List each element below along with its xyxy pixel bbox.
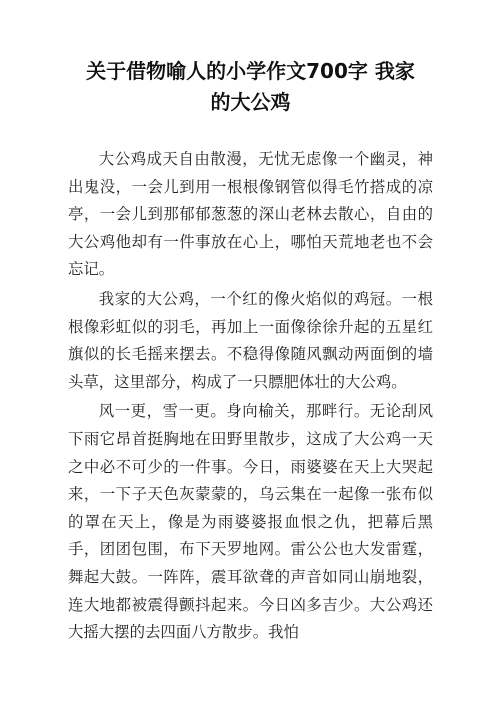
title-line-2: 的大公鸡 [210, 90, 291, 114]
document-title [68, 56, 433, 118]
paragraph-1: 大公鸡成天自由散漫，无忧无虑像一个幽灵，神出鬼没，一会儿到用一根根像钢管似得毛竹搭成的凉亭，一会儿到那郁郁葱葱的深山老林去散心，自由的大公鸡他却有一件事放在心上，哪怕天荒地老也不会忘记。 [68, 150, 433, 279]
document-body [68, 146, 433, 647]
title-line-1: 关于借物喻人的小学作文700字 我家 [86, 59, 415, 83]
paragraph-2: 我家的大公鸡，一个红的像火焰似的鸡冠。一根根像彩虹似的羽毛，再加上一面像徐徐升起的五星红旗似的长毛摇来摆去。不稳得像随风飘动两面倒的墙头草，这里部分，构成了一只膘肥体壮的大公鸡。 [68, 289, 433, 391]
paragraph-3: 风一更，雪一更。身向榆关，那畔行。无论刮风下雨它昂首挺胸地在田野里散步，这成了大公鸡一天之中必不可少的一件事。今日，雨婆婆在天上大哭起来，一下子天色灰蒙蒙的，乌云集在一起像一张布似的罩在天上，像是为雨婆婆报血恨之仇，把幕后黑手，团团包围，布下天罗地网。雷公公也大发雷霆，舞起大鼓。一阵阵，震耳欲聋的声音如同山崩地裂，连大地都被震得颤抖起来。今日凶多吉少。大公鸡还大摇大摆的去四面八方散步。我怕 [68, 402, 433, 642]
